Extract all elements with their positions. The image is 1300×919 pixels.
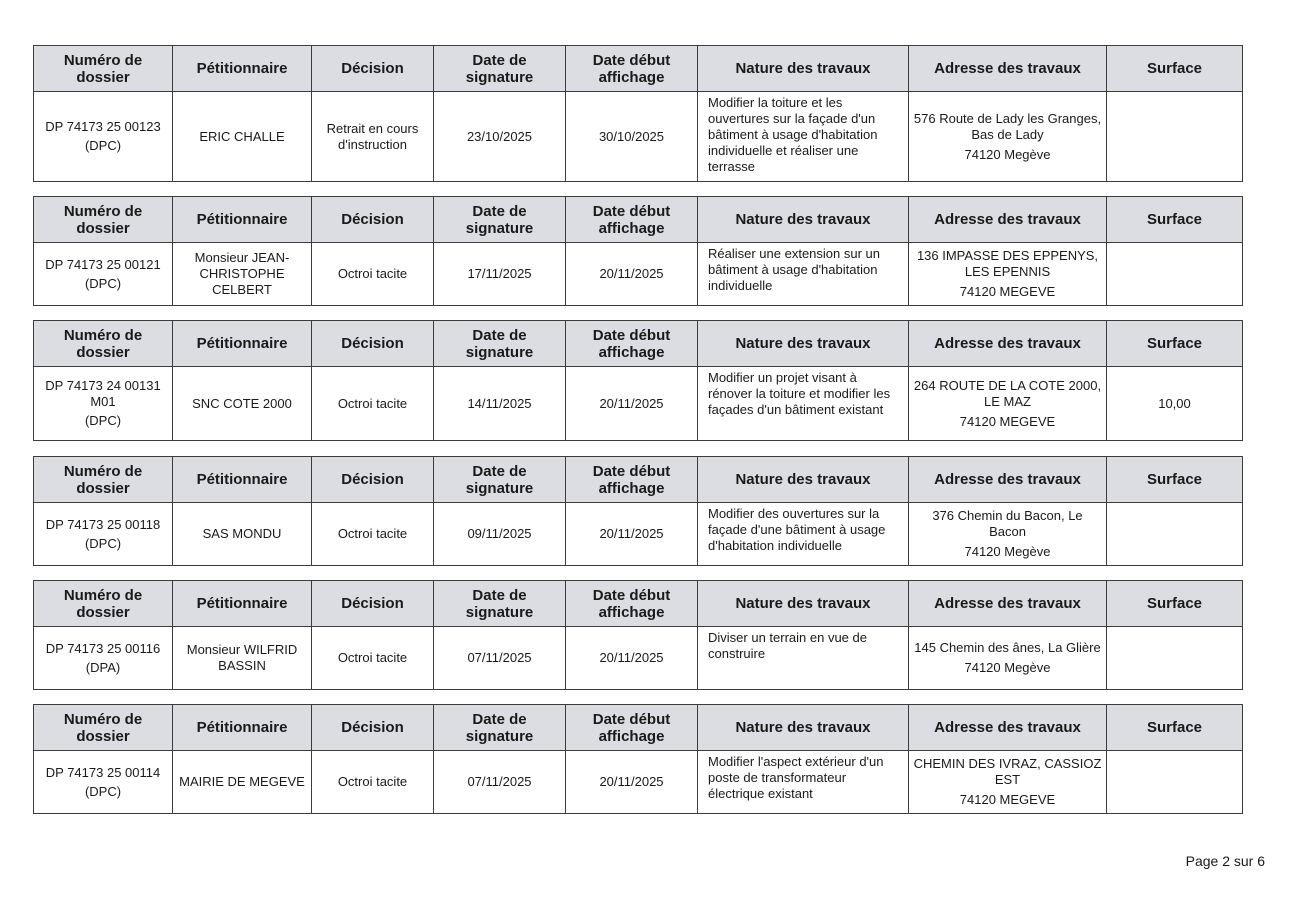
permit-record-table: [33, 704, 1243, 814]
numero-value: DP 74173 24 00131 M01: [45, 378, 161, 409]
cell-decision: Retrait en cours d'instruction: [312, 92, 434, 182]
header-decision: Décision: [312, 46, 434, 92]
adresse-city: 74120 Megève: [964, 660, 1051, 675]
permit-record-table: [33, 456, 1243, 566]
cell-adresse: [909, 751, 1107, 814]
header-numero: Numéro de dossier: [34, 457, 173, 503]
header-decision: Décision: [312, 581, 434, 627]
header-date-signature: Date de signature: [434, 457, 566, 503]
adresse-line: CHEMIN DES IVRAZ, CASSIOZ EST: [913, 756, 1102, 787]
cell-surface: [1107, 92, 1243, 182]
adresse-line: 576 Route de Lady les Granges, Bas de Lady: [913, 110, 1102, 142]
adresse-line: 145 Chemin des ânes, La Glière: [914, 640, 1101, 655]
cell-surface: [1107, 627, 1243, 690]
header-petitionnaire: Pétitionnaire: [173, 581, 312, 627]
header-nature: Nature des travaux: [698, 46, 909, 92]
data-row: [34, 92, 1243, 182]
cell-decision: Octroi tacite: [312, 627, 434, 690]
cell-adresse: [909, 503, 1107, 566]
header-petitionnaire: Pétitionnaire: [173, 197, 312, 243]
cell-date-affichage: 20/11/2025: [566, 243, 698, 306]
header-numero: Numéro de dossier: [34, 321, 173, 367]
header-numero: Numéro de dossier: [34, 46, 173, 92]
header-date-signature: Date de signature: [434, 321, 566, 367]
cell-decision: Octroi tacite: [312, 503, 434, 566]
cell-numero: [34, 243, 173, 306]
header-nature: Nature des travaux: [698, 321, 909, 367]
header-adresse: Adresse des travaux: [909, 457, 1107, 503]
header-numero: Numéro de dossier: [34, 705, 173, 751]
dossier-type: (DPC): [84, 413, 122, 428]
header-date-affichage: Date début affichage: [566, 705, 698, 751]
cell-numero: [34, 92, 173, 182]
header-surface: Surface: [1107, 705, 1243, 751]
adresse-line: 136 IMPASSE DES EPPENYS, LES EPENNIS: [916, 248, 1099, 279]
numero-value: DP 74173 25 00116: [45, 640, 161, 656]
cell-decision: Octroi tacite: [312, 751, 434, 814]
cell-nature: Modifier l'aspect extérieur d'un poste de transformateur électrique existant: [698, 751, 909, 814]
header-date-affichage: Date début affichage: [566, 197, 698, 243]
cell-petitionnaire: SAS MONDU: [173, 503, 312, 566]
header-date-signature: Date de signature: [434, 705, 566, 751]
cell-surface: [1107, 751, 1243, 814]
header-surface: Surface: [1107, 46, 1243, 92]
page-number: Page 2 sur 6: [1185, 853, 1265, 869]
cell-adresse: [909, 367, 1107, 441]
cell-petitionnaire: Monsieur WILFRID BASSIN: [173, 627, 312, 690]
dossier-type: (DPC): [84, 275, 122, 291]
header-numero: Numéro de dossier: [34, 581, 173, 627]
header-decision: Décision: [312, 197, 434, 243]
header-nature: Nature des travaux: [698, 581, 909, 627]
cell-date-signature: 09/11/2025: [434, 503, 566, 566]
data-row: [34, 751, 1243, 814]
header-row: [34, 705, 1243, 751]
header-surface: Surface: [1107, 457, 1243, 503]
cell-date-signature: 07/11/2025: [434, 627, 566, 690]
cell-numero: [34, 751, 173, 814]
header-row: [34, 197, 1243, 243]
dossier-type: (DPC): [84, 535, 122, 551]
cell-date-signature: 17/11/2025: [434, 243, 566, 306]
header-petitionnaire: Pétitionnaire: [173, 46, 312, 92]
header-date-signature: Date de signature: [434, 197, 566, 243]
header-adresse: Adresse des travaux: [909, 321, 1107, 367]
adresse-line: 376 Chemin du Bacon, Le Bacon: [932, 508, 1083, 539]
header-petitionnaire: Pétitionnaire: [173, 321, 312, 367]
dossier-type: (DPA): [85, 659, 121, 675]
header-date-affichage: Date début affichage: [566, 321, 698, 367]
cell-surface: 10,00: [1107, 367, 1243, 441]
dossier-type: (DPC): [84, 783, 122, 799]
cell-date-affichage: 20/11/2025: [566, 367, 698, 441]
numero-value: DP 74173 25 00123: [45, 119, 161, 134]
header-date-affichage: Date début affichage: [566, 457, 698, 503]
header-date-affichage: Date début affichage: [566, 581, 698, 627]
adresse-city: 74120 Megève: [964, 146, 1051, 162]
header-nature: Nature des travaux: [698, 705, 909, 751]
cell-surface: [1107, 243, 1243, 306]
cell-date-affichage: 20/11/2025: [566, 503, 698, 566]
header-petitionnaire: Pétitionnaire: [173, 457, 312, 503]
header-surface: Surface: [1107, 321, 1243, 367]
header-petitionnaire: Pétitionnaire: [173, 705, 312, 751]
cell-nature: Diviser un terrain en vue de construire: [698, 627, 909, 690]
data-row: [34, 243, 1243, 306]
cell-nature: Modifier des ouvertures sur la façade d'une bâtiment à usage d'habitation individuelle: [698, 503, 909, 566]
adresse-city: 74120 MEGEVE: [959, 284, 1056, 299]
cell-date-affichage: 30/10/2025: [566, 92, 698, 182]
header-adresse: Adresse des travaux: [909, 46, 1107, 92]
numero-value: DP 74173 25 00118: [45, 516, 161, 532]
header-decision: Décision: [312, 457, 434, 503]
cell-date-affichage: 20/11/2025: [566, 627, 698, 690]
adresse-line: 264 ROUTE DE LA COTE 2000, LE MAZ: [913, 377, 1102, 409]
header-date-signature: Date de signature: [434, 46, 566, 92]
header-date-affichage: Date début affichage: [566, 46, 698, 92]
header-adresse: Adresse des travaux: [909, 197, 1107, 243]
header-nature: Nature des travaux: [698, 197, 909, 243]
cell-decision: Octroi tacite: [312, 367, 434, 441]
permit-record-table: [33, 580, 1243, 690]
header-surface: Surface: [1107, 197, 1243, 243]
header-adresse: Adresse des travaux: [909, 705, 1107, 751]
numero-value: DP 74173 25 00114: [45, 764, 161, 780]
cell-nature: Modifier un projet visant à rénover la toiture et modifier les façades d'un bâtiment existant: [698, 367, 909, 441]
header-adresse: Adresse des travaux: [909, 581, 1107, 627]
header-row: [34, 46, 1243, 92]
cell-petitionnaire: Monsieur JEAN-CHRISTOPHE CELBERT: [173, 243, 312, 306]
header-numero: Numéro de dossier: [34, 197, 173, 243]
data-row: [34, 503, 1243, 566]
permit-record-table: [33, 196, 1243, 306]
header-nature: Nature des travaux: [698, 457, 909, 503]
header-decision: Décision: [312, 705, 434, 751]
cell-numero: [34, 367, 173, 441]
cell-surface: [1107, 503, 1243, 566]
header-row: [34, 457, 1243, 503]
numero-value: DP 74173 25 00121: [45, 256, 161, 272]
header-date-signature: Date de signature: [434, 581, 566, 627]
permit-record-table: [33, 320, 1243, 441]
cell-nature: Modifier la toiture et les ouvertures sur la façade d'un bâtiment à usage d'habitation individuelle et réaliser une terrasse: [698, 92, 909, 182]
adresse-city: 74120 MEGEVE: [959, 413, 1056, 429]
cell-date-signature: 07/11/2025: [434, 751, 566, 814]
cell-petitionnaire: SNC COTE 2000: [173, 367, 312, 441]
header-decision: Décision: [312, 321, 434, 367]
adresse-city: 74120 MEGEVE: [959, 792, 1056, 807]
cell-numero: [34, 503, 173, 566]
header-row: [34, 581, 1243, 627]
dossier-type: (DPC): [84, 138, 122, 153]
header-surface: Surface: [1107, 581, 1243, 627]
cell-adresse: [909, 92, 1107, 182]
data-row: [34, 367, 1243, 441]
cell-date-affichage: 20/11/2025: [566, 751, 698, 814]
permit-record-table: [33, 45, 1243, 182]
adresse-city: 74120 Megève: [964, 544, 1051, 559]
data-row: [34, 627, 1243, 690]
header-row: [34, 321, 1243, 367]
cell-adresse: [909, 243, 1107, 306]
cell-decision: Octroi tacite: [312, 243, 434, 306]
cell-date-signature: 23/10/2025: [434, 92, 566, 182]
cell-nature: Réaliser une extension sur un bâtiment à usage d'habitation individuelle: [698, 243, 909, 306]
cell-petitionnaire: ERIC CHALLE: [173, 92, 312, 182]
cell-petitionnaire: MAIRIE DE MEGEVE: [173, 751, 312, 814]
cell-adresse: [909, 627, 1107, 690]
cell-numero: [34, 627, 173, 690]
cell-date-signature: 14/11/2025: [434, 367, 566, 441]
